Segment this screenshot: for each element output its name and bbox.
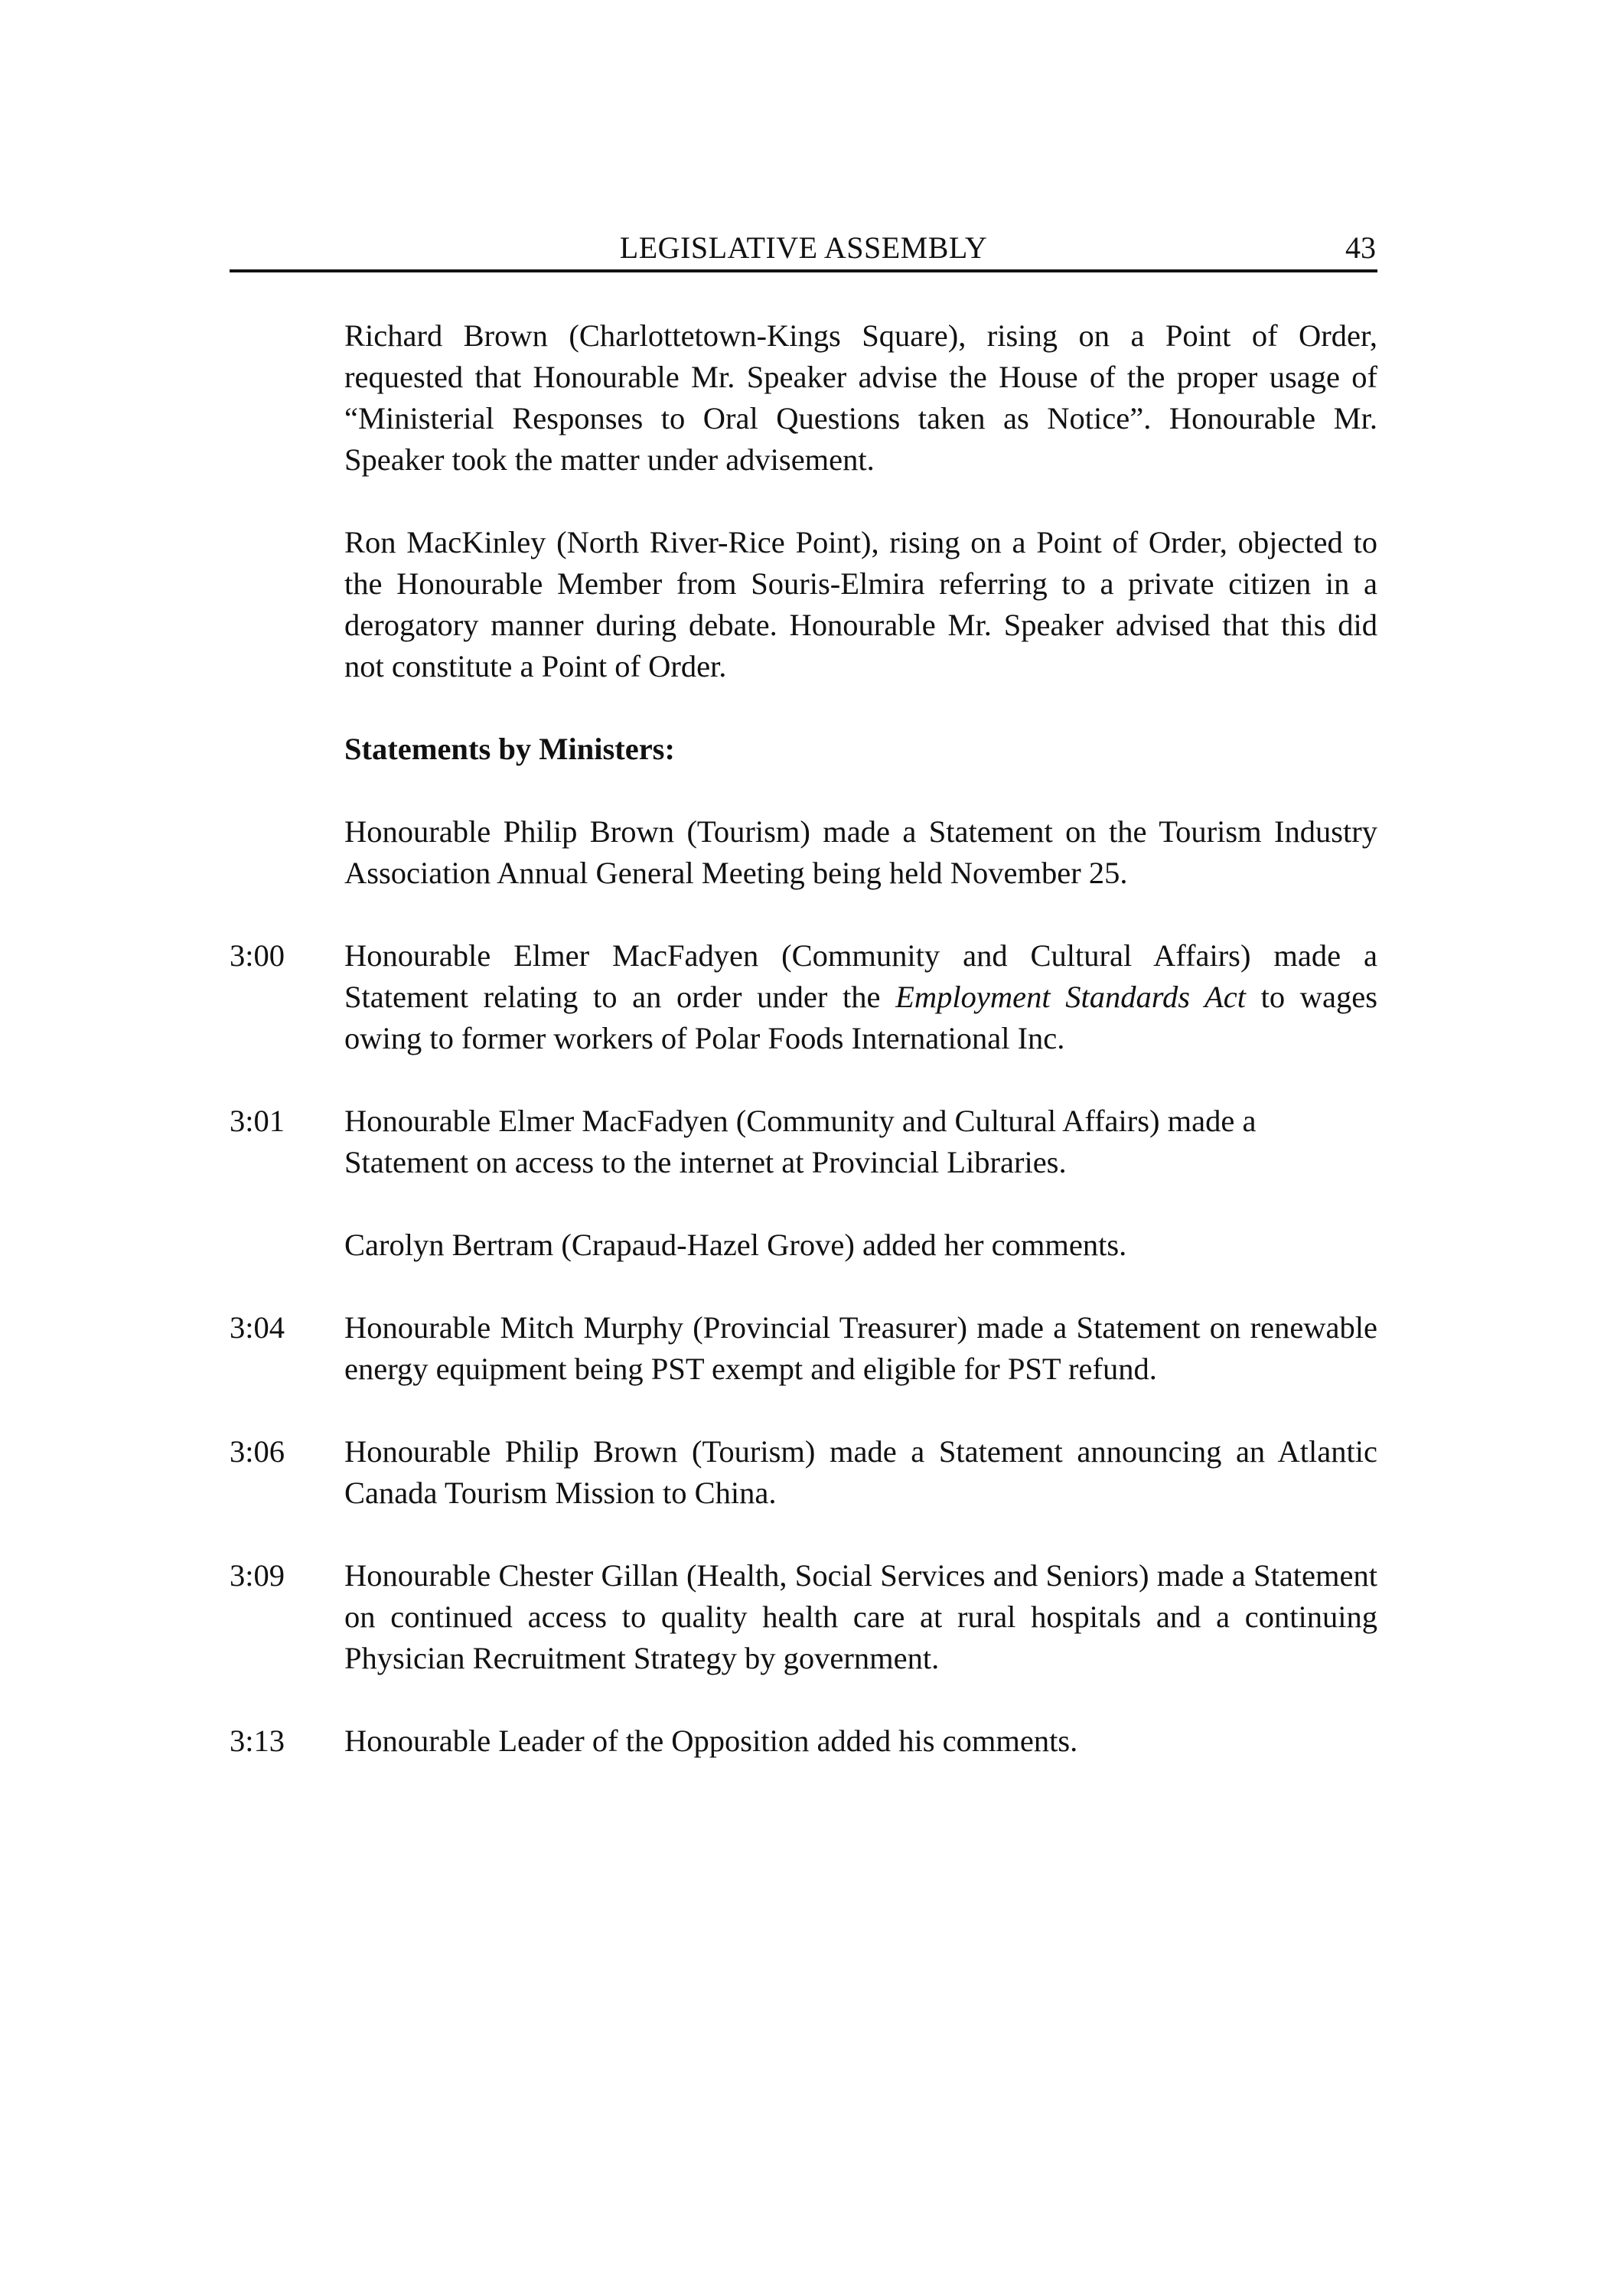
entry-time: 3:13 bbox=[230, 1724, 285, 1758]
entry-3-06 bbox=[230, 1431, 1377, 1514]
entry-text: Honourable Philip Brown (Tourism) made a Statement announcing an Atlantic Canada Tourism Mission to China. bbox=[344, 1434, 1377, 1510]
entry-time bbox=[230, 1225, 344, 1266]
section-heading: Statements by Ministers: bbox=[344, 732, 675, 766]
journal-body bbox=[230, 315, 1377, 1762]
entry-text bbox=[344, 935, 1377, 1059]
entry-tourism-statement bbox=[230, 811, 1377, 894]
entry-text: Carolyn Bertram (Crapaud-Hazel Grove) added her comments. bbox=[344, 1228, 1127, 1262]
entry-time: 3:00 bbox=[230, 938, 285, 973]
page-title: LEGISLATIVE ASSEMBLY bbox=[619, 230, 988, 265]
entry-point-of-order-brown bbox=[230, 315, 1377, 481]
entry-text: Honourable Leader of the Opposition added his comments. bbox=[344, 1724, 1078, 1758]
section-heading-statements-by-ministers bbox=[230, 729, 1377, 770]
entry-point-of-order-mackinley bbox=[230, 522, 1377, 687]
entry-time: 3:06 bbox=[230, 1434, 285, 1469]
entry-bertram-comments bbox=[230, 1225, 1377, 1266]
entry-time bbox=[230, 522, 344, 687]
entry-time bbox=[230, 811, 344, 894]
page-number: 43 bbox=[1345, 230, 1376, 265]
entry-time: 3:01 bbox=[230, 1104, 285, 1138]
entry-time bbox=[230, 315, 344, 481]
entry-text: Honourable Elmer MacFadyen (Community and Cultural Affairs) made a Statement on access to the internet at Provincial Libraries. bbox=[344, 1104, 1257, 1179]
entry-3-09 bbox=[230, 1555, 1377, 1679]
running-header bbox=[230, 227, 1377, 272]
entry-text: Ron MacKinley (North River-Rice Point), rising on a Point of Order, objected to the Honourable Member from Souris-Elmira referring to a private citizen in a derogatory manner during debate. Honourable Mr. Speaker advised that this did not constitute a Point of Order. bbox=[344, 525, 1377, 683]
entry-3-00 bbox=[230, 935, 1377, 1059]
entry-3-01 bbox=[230, 1101, 1377, 1183]
entry-text: Honourable Mitch Murphy (Provincial Treasurer) made a Statement on renewable energy equipment being PST exempt and eligible for PST refund. bbox=[344, 1310, 1377, 1386]
entry-text: Honourable Philip Brown (Tourism) made a Statement on the Tourism Industry Association Annual General Meeting being held November 25. bbox=[344, 814, 1377, 890]
entry-time: 3:04 bbox=[230, 1310, 285, 1345]
entry-text: Richard Brown (Charlottetown-Kings Square), rising on a Point of Order, requested that Honourable Mr. Speaker advise the House of the proper usage of “Ministerial Responses to Oral Questions taken as Notice”. Honourable Mr. Speaker took the matter under advisement. bbox=[344, 318, 1377, 477]
entry-3-13 bbox=[230, 1720, 1377, 1762]
entry-text-part: Honourable Elmer MacFadyen (Community and Cultural Affairs) made a Statement relating to an order under the bbox=[344, 938, 1377, 1014]
entry-time: 3:09 bbox=[230, 1558, 285, 1593]
entry-time bbox=[230, 729, 344, 770]
act-title: Employment Standards Act bbox=[895, 980, 1246, 1014]
entry-text-part: to wages owing to former workers of Polar Foods International Inc. bbox=[344, 980, 1377, 1055]
entry-text: Honourable Chester Gillan (Health, Social Services and Seniors) made a Statement on continued access to quality health care at rural hospitals and a continuing Physician Recruitment Strategy by government. bbox=[344, 1558, 1377, 1675]
entry-3-04 bbox=[230, 1307, 1377, 1390]
